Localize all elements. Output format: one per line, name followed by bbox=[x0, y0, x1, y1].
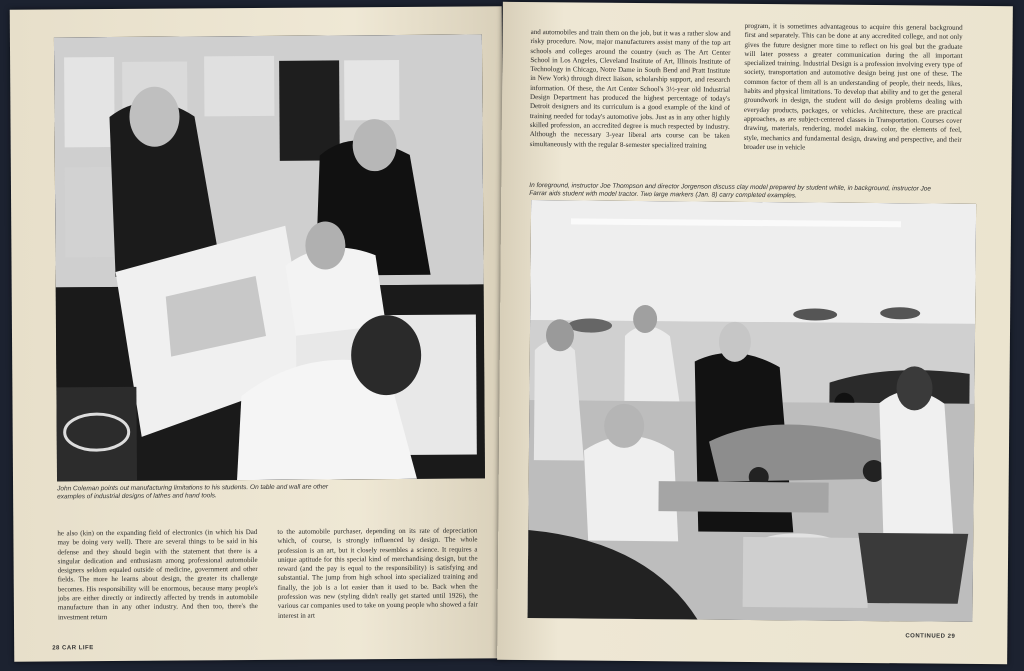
right-text-column-2 bbox=[743, 22, 962, 192]
left-column-2-text: to the automobile purchaser, depending on its rate of depreciation which, of course, is strongly influenced by design. The whole profession is an art, but it closely resembles a science. It requires a unique aptitude for this special kind of merchandising design, but the reward (and the pay is equal to the responsibility) is satisfying and substantial. The jump from high school into specialized training and finally, the job is a lot easier than it used to be. Back when the profession was new (styling didn't really get started until 1926), the various car companies used to take on young people who showed a fair interest in art bbox=[277, 526, 478, 620]
design-studio-photo-right-image bbox=[528, 200, 977, 622]
design-studio-photo-right bbox=[528, 200, 977, 622]
right-photo-caption: In foreground, instructor Joe Thompson and director Jorgenson discuss clay model prepared by student while, in background, instructor Joe Farrar aids student with model tractor. Two large markers (Jan. 8) carry completed examples. bbox=[529, 182, 932, 200]
right-text-column-1 bbox=[529, 28, 730, 190]
left-text-column-1 bbox=[57, 528, 258, 639]
left-photo-caption: John Coleman points out manufacturing limitations to his students. On table and wall are other examples of industrial designs of lathes and hand tools. bbox=[57, 483, 329, 501]
classroom-photo-left-image bbox=[54, 34, 485, 481]
left-page bbox=[10, 6, 507, 661]
left-column-1-text: he also (kin) on the expanding field of electronics (in which his Dad may be doing very well). There are several things to be said in his defense and they should begin with the statement that there is a singular dedication and enthusiasm among professional automobile designers seldom equaled outside of medicine, government and other fields. The more he learns about design, the greater its challenge becomes. His responsibility will be enormous, because many people's jobs are either directly or indirectly affected by trends in automobile manufacture than in any other industry. And then too, there's the investment return bbox=[57, 528, 258, 622]
right-folio: CONTINUED 29 bbox=[905, 633, 956, 640]
left-text-column-2 bbox=[277, 526, 478, 637]
classroom-photo-left bbox=[54, 34, 485, 481]
left-folio: 28 CAR LIFE bbox=[52, 645, 94, 652]
right-page bbox=[497, 2, 1013, 664]
right-column-2-text: program, it is sometimes advantageous to acquire this general background first and separately. This can be done at any accredited college, and not only gives the future designer more time to reflect on his goal but the graduate will later possess a greater communication during the all important specialized training. Industrial Design is a profession involving every type of society, transportation and automotive design being just one of these. The common factor of them all is an understanding of people, their needs, likes, habits and physical limitations. To develop that ability and to get the general groundwork in design, the student will do design problems dealing with everyday products, packages, or vehicles. Architecture, these are practical approaches, as are subject-centered classes in Transportation. Courses cover drawing, materials, rendering, model making, color, the elements of feel, style, mechanics and fundamental design, drawing and perspective, and their broader use in vehicle bbox=[743, 21, 963, 152]
right-column-1-text: and automobiles and train them on the job, but it was a rather slow and risky procedure. Now, major manufacturers assist many of the top art schools and colleges around the country (such as The Art Center School in Los Angeles, Cleveland Institute of Art, Illinois Institute of Technology in Chicago, Notre Dame in South Bend and Pratt Institute in New York) through direct liaison, scholarship support, and research information. Of these, the Art Center School's 3½-year old Industrial Design Department has produced the highest percentage of today's Detroit designers and its curriculum is a good example of the kind of training needed for today's automotive jobs. Just as in any other highly skilled profession, an accredited degree is much respected by industry. Although the necessary 3-year liberal arts course can be taken simultaneously with the regular 8-semester specialized training bbox=[529, 28, 731, 150]
